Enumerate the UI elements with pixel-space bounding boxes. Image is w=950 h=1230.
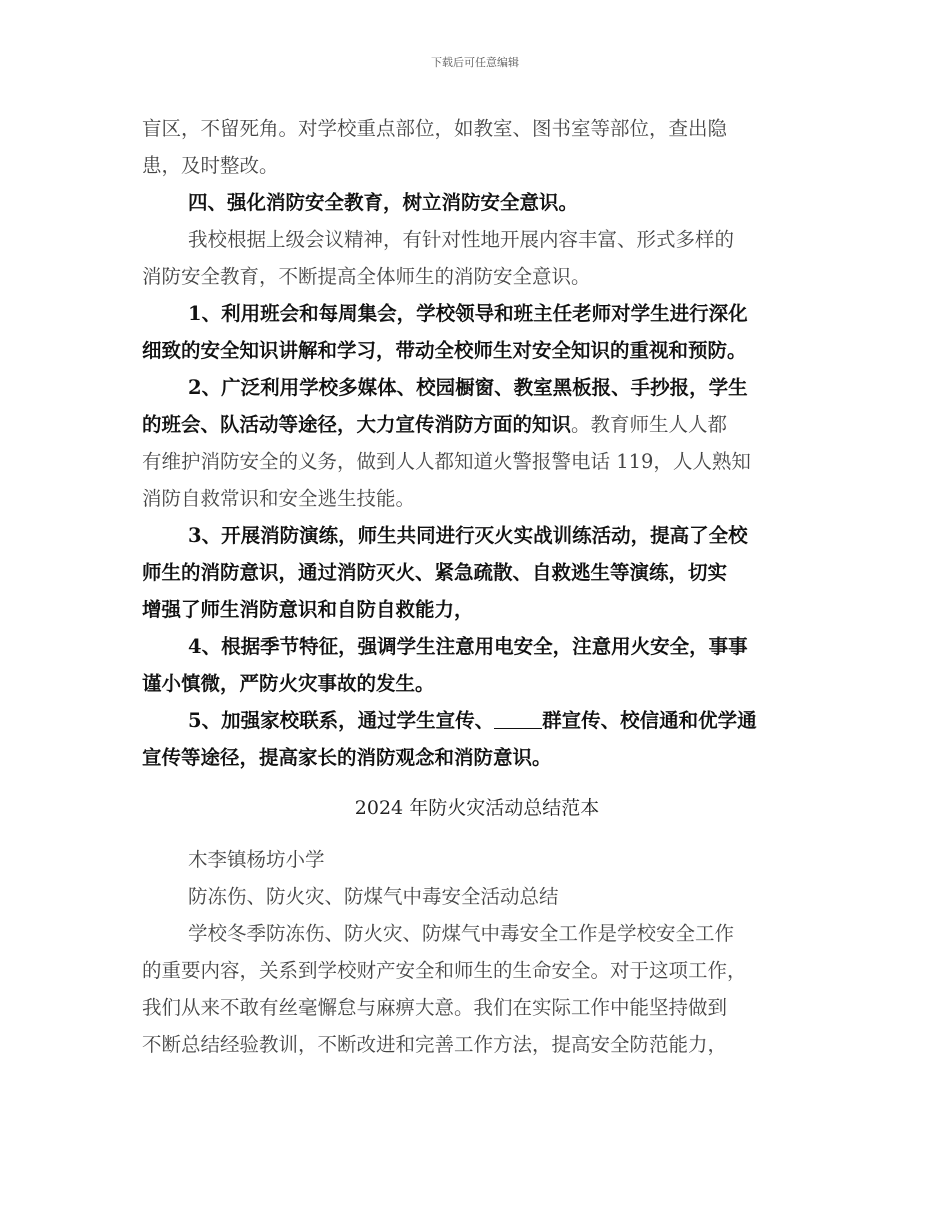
paragraph-line: 盲区，不留死角。对学校重点部位，如教室、图书室等部位，查出隐 [142, 117, 728, 140]
list-item-line: 细致的安全知识讲解和学习，带动全校师生对安全知识的重视和预防。 [142, 339, 747, 362]
list-item-line: 宣传等途径，提高家长的消防观念和消防意识。 [142, 746, 552, 769]
section-heading: 四、强化消防安全教育，树立消防安全意识。 [188, 191, 579, 214]
paragraph-line: 有维护消防安全的义务，做到人人都知道火警报警电话 119，人人熟知 [142, 450, 751, 473]
document-title: 2024 年防火灾活动总结范本 [354, 797, 600, 819]
paragraph-line: 学校冬季防冻伤、防火灾、防煤气中毒安全工作是学校安全工作 [188, 922, 735, 945]
paragraph-line: 消防安全教育，不断提高全体师生的消防安全意识。 [142, 265, 591, 288]
list-item-plain-text: 。教育师生人人都 [571, 413, 728, 436]
paragraph-line: 不断总结经验教训，不断改进和完善工作方法，提高安全防范能力， [142, 1033, 728, 1056]
school-name: 木李镇杨坊小学 [188, 848, 325, 871]
document-body [142, 110, 812, 1063]
list-item-line: 1、利用班会和每周集会，学校领导和班主任老师对学生进行深化 [188, 302, 748, 325]
subtitle: 防冻伤、防火灾、防煤气中毒安全活动总结 [188, 885, 559, 908]
list-item-line: 谨小慎微，严防火灾事故的发生。 [142, 672, 435, 695]
blank-underline [494, 710, 542, 729]
paragraph-line: 患，及时整改。 [142, 154, 279, 177]
list-item-line: 2、广泛利用学校多媒体、校园橱窗、教室黑板报、手抄报，学生 [188, 376, 748, 399]
paragraph-line: 我们从来不敢有丝毫懈怠与麻痹大意。我们在实际工作中能坚持做到 [142, 996, 728, 1019]
paragraph-line: 我校根据上级会议精神，有针对性地开展内容丰富、形式多样的 [188, 228, 735, 251]
paragraph-line: 的重要内容，关系到学校财产安全和师生的生命安全。对于这项工作， [142, 959, 747, 982]
list-item-line: 3、开展消防演练，师生共同进行灭火实战训练活动，提高了全校 [188, 524, 748, 547]
list-item-text: 群宣传、校信通和优学通 [542, 709, 757, 732]
list-item-line [142, 406, 812, 443]
list-item-line: 增强了师生消防意识和自防自救能力， [142, 598, 474, 621]
paragraph-line: 消防自救常识和安全逃生技能。 [142, 487, 416, 510]
list-item-line [142, 702, 812, 739]
list-item-line: 4、根据季节特征，强调学生注意用电安全，注意用火安全，事事 [188, 635, 748, 658]
list-item-text: 5、加强家校联系，通过学生宣传、 [188, 709, 495, 732]
list-item-bold-text: 的班会、队活动等途径，大力宣传消防方面的知识 [142, 413, 572, 436]
list-item-line: 师生的消防意识，通过消防灭火、紧急疏散、自救逃生等演练，切实 [142, 561, 728, 584]
page-header-note: 下载后可任意编辑 [431, 56, 519, 69]
